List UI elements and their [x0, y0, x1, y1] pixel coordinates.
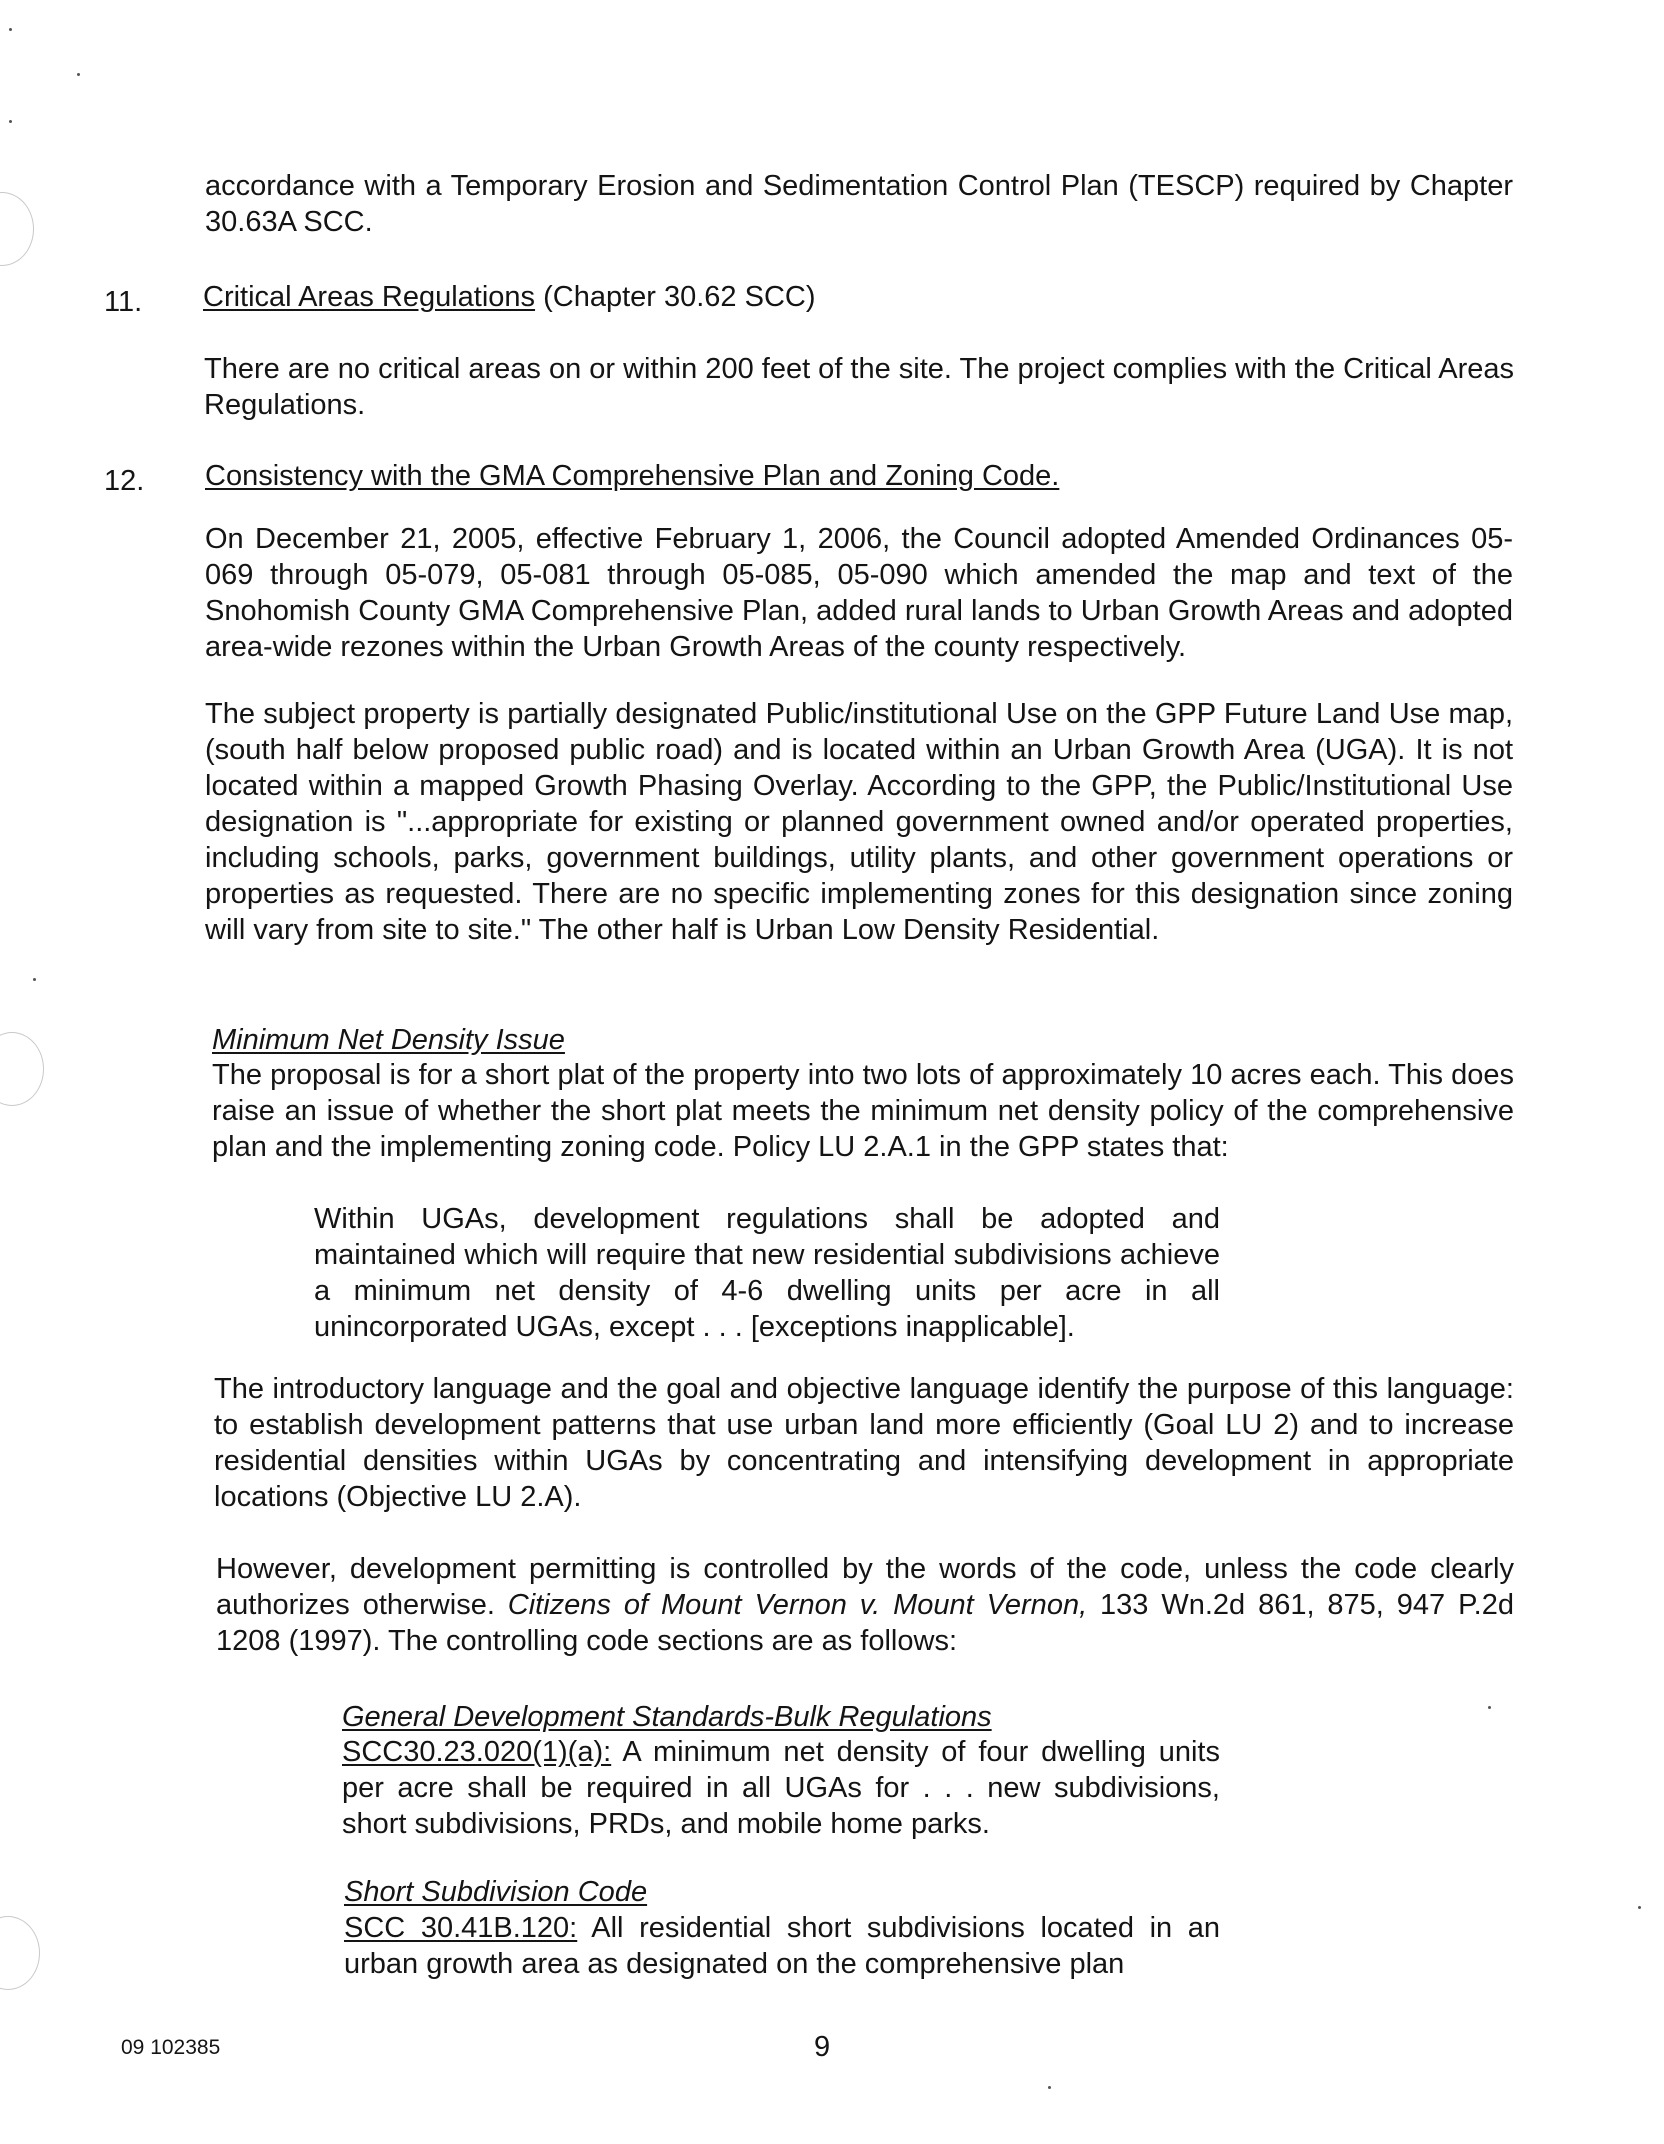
- section-12-paragraph-5: [216, 1551, 1514, 1659]
- policy-quote-text: Within UGAs, development regulations shall be adopted and maintained which will require that new residential subdivisions achieve a minimum net density of 4-6 dwelling units per acre in all unincorporated UGAs, except . . . [exceptions inapplicable].: [314, 1203, 1220, 1343]
- code-1-heading-text: General Development Standards-Bulk Regulations: [342, 1701, 992, 1733]
- case-citation: Citizens of Mount Vernon v. Mount Vernon,: [507, 1589, 1088, 1621]
- code-2-reference: SCC 30.41B.120:: [344, 1912, 578, 1944]
- footer-file-number: 09 102385: [121, 2036, 221, 2059]
- minimum-net-density-subheading: [212, 1022, 1012, 1058]
- scan-speck: [9, 28, 12, 31]
- code-1-reference: SCC30.23.020(1)(a):: [342, 1736, 612, 1768]
- code-1-heading: [342, 1699, 1242, 1735]
- code-2-heading: [344, 1874, 1244, 1910]
- footer-page-number: 9: [814, 2031, 831, 2063]
- section-12-paragraph-1: [205, 521, 1513, 665]
- intro-paragraph: [205, 168, 1513, 240]
- section-11-heading: [203, 279, 1503, 315]
- code-2-body: [344, 1910, 1220, 1982]
- section-11-title: Critical Areas Regulations: [203, 281, 536, 313]
- section-12-number: 12.: [104, 465, 145, 497]
- intro-text: accordance with a Temporary Erosion and Sedimentation Control Plan (TESCP) required by Chapter 30.63A SCC.: [205, 170, 1513, 238]
- paragraph-5-text-a: However, development permitting is controlled by the words of the code, unless the code clearly authorizes otherwise.: [216, 1553, 1514, 1621]
- hole-punch-middle: [0, 1032, 44, 1106]
- section-12-paragraph-4: [214, 1371, 1514, 1515]
- scan-speck: [33, 978, 36, 981]
- section-12-heading: [205, 458, 1505, 494]
- section-12-paragraph-3: [212, 1057, 1514, 1165]
- scan-speck: [1488, 1706, 1491, 1709]
- section-11-body: [204, 351, 1514, 423]
- section-12-title: Consistency with the GMA Comprehensive Plan and Zoning Code.: [205, 460, 1060, 492]
- paragraph-2-text: The subject property is partially designated Public/institutional Use on the GPP Future Land Use map,(south half below proposed public road) and is located within an Urban Growth Area (UGA). It is not located within a mapped Growth Phasing Overlay. According to the GPP, the Public/Institutional Use designation is "...appropriate for existing or planned government owned and/or operated properties, including schools, parks, government buildings, utility plants, and other government operations or properties as requested. There are no specific implementing zones for this designation since zoning will vary from site to site." The other half is Urban Low Density Residential.: [205, 698, 1513, 946]
- section-12-paragraph-2: [205, 696, 1513, 948]
- scan-speck: [77, 73, 80, 76]
- paragraph-3-text: The proposal is for a short plat of the property into two lots of approximately 10 acres each. This does raise an issue of whether the short plat meets the minimum net density policy of the comprehensive plan and the implementing zoning code. Policy LU 2.A.1 in the GPP states that:: [212, 1059, 1514, 1163]
- section-11-title-suffix: (Chapter 30.62 SCC): [535, 281, 816, 313]
- hole-punch-bottom: [0, 1916, 40, 1990]
- paragraph-1-text: On December 21, 2005, effective February 1, 2006, the Council adopted Amended Ordinances 05-069 through 05-079, 05-081 through 05-085, 05-090 which amended the map and text of the Snohomish County GMA Comprehensive Plan, added rural lands to Urban Growth Areas and adopted area-wide rezones within the Urban Growth Areas of the county respectively.: [205, 523, 1513, 663]
- code-1-text: A minimum net density of four dwelling units per acre shall be required in all UGAs for . . . new subdivisions, short subdivisions, PRDs, and mobile home parks.: [342, 1736, 1220, 1840]
- scan-speck: [1638, 1906, 1641, 1909]
- paragraph-5-text-b: 133 Wn.2d 861, 875, 947 P.2d 1208 (1997). The controlling code sections are as follows:: [216, 1589, 1514, 1657]
- code-2-text: All residential short subdivisions located in an urban growth area as designated on the comprehensive plan: [344, 1912, 1221, 1980]
- code-2-heading-text: Short Subdivision Code: [344, 1876, 648, 1908]
- scan-speck: [9, 120, 12, 123]
- section-11-body-text: There are no critical areas on or within 200 feet of the site. The project complies with the Critical Areas Regulations.: [204, 353, 1514, 421]
- policy-quote: [314, 1201, 1220, 1345]
- subheading-text: Minimum Net Density Issue: [212, 1024, 565, 1056]
- scan-speck: [1048, 2086, 1051, 2089]
- code-1-body: [342, 1734, 1220, 1842]
- paragraph-4-text: The introductory language and the goal and objective language identify the purpose of this language: to establish development patterns that use urban land more efficiently (Goal LU 2) and to increase residential densities within UGAs by concentrating and intensifying development in appropriate locations (Objective LU 2.A).: [214, 1373, 1514, 1513]
- section-11-number: 11.: [104, 286, 143, 318]
- hole-punch-top: [0, 192, 34, 266]
